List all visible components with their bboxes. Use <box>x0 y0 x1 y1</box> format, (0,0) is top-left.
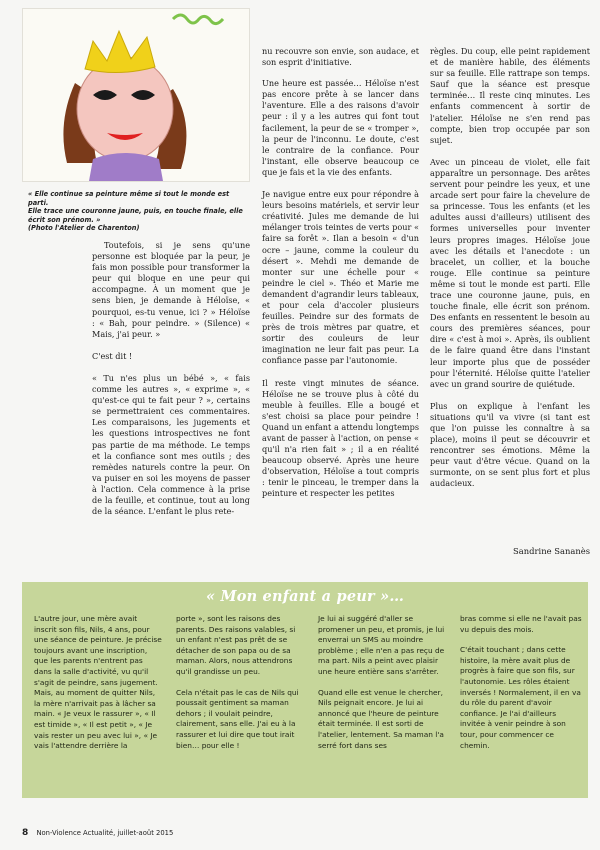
publication-name: Non-Violence Actualité, juillet-août 2015 <box>36 829 174 837</box>
sidebar-column-1 <box>34 614 162 762</box>
page-footer <box>22 828 173 838</box>
paragraph: règles. Du coup, elle peint rapidement et de manière habile, des éléments sur sa feuille. Elle rattrape son temps. Sauf que la séance est presque terminée… Il reste cinq minutes. Les enfants commencent à sortir de l'atelier. Héloïse ne s'en rend pas compte, bien trop occupée par son sujet. <box>430 46 590 145</box>
paragraph: C'était touchant ; dans cette histoire, la mère avait plus de progrès à faire que son fils, sur l'autonomie. Les rôles étaient inversés ! Normalement, il en va du rôle du parent d'avoir confiance. Je l'ai d'ailleurs invitée à venir peindre à son tour, pour commencer ce chemin. <box>460 645 581 750</box>
sidebar-column-3 <box>318 614 446 761</box>
princess-drawing-illustration <box>23 9 249 181</box>
sidebar-box <box>22 582 588 798</box>
article-column-2 <box>262 46 419 500</box>
paragraph: Toutefois, si je sens qu'une personne est bloquée par la peur, je fais mon possible pour transformer la peur qui bloque en une peur qui accompagne. À un moment que je sens bien, je demande à Héloïse, « pourquoi, es-tu venue, ici ? » Héloïse : « Bah, pour peindre. » (Silence) « Mais, j'ai peur. » <box>92 240 250 339</box>
paragraph: Avec un pinceau de violet, elle fait apparaître un personnage. Des arêtes servent pour peindre les yeux, et une arcade sert pour faire la chevelure de sa princesse. Tous les enfants (et les adultes aussi d'ailleurs) utilisent des formes universelles pour inventer leurs propres images. Héloïse joue avec les détails et l'anecdote : un bracelet, un collier, et la bouche rouge. Elle continue sa peinture même si tout le monde est parti. Elle trace une couronne jaune, puis, en touche finale, elle écrit son prénom. Des enfants en ressentent le besoin au cours des premières séances, pour dire « c'est à moi ». Après, ils oublient de le faire quand être dans l'instant leur importe plus que de posséder pour l'éternité. Héloïse quitte l'atelier avec un grand sourire de quiétude. <box>430 156 590 389</box>
paragraph: nu recouvre son envie, son audace, et son esprit d'initiative. <box>262 46 419 68</box>
sidebar-title: « Mon enfant a peur »… <box>205 588 405 605</box>
paragraph: bras comme si elle ne l'avait pas vu depuis des mois. <box>460 614 582 634</box>
paragraph: porte », sont les raisons des parents. Des raisons valables, si un enfant n'est pas prêt de se détacher de son papa ou de sa maman. Alors, nous attendrons qu'il grandisse un peu. <box>176 614 296 676</box>
paragraph: « Tu n'es plus un bébé », « fais comme les autres », « exprime », « qu'est-ce qui te fait peur ? », certains se permettraient ces commentaires. Les comparaisons, les jugements et les questions introspectives ne font pas partie de ma méthode. Le temps et la confiance sont mes outils ; des remèdes naturels contre la peur. On va puiser en soi les moyens de passer à l'action. Cela commence à la prise de la feuille, et continue, tout au long de la séance. L'enfant le plus rete- <box>92 372 250 517</box>
paragraph: Je lui ai suggéré d'aller se promener un peu, et promis, je lui enverrai un SMS au moindre problème ; elle n'en a pas reçu de ma part. Nils a peint avec plaisir une heure entière sans s'arrêter. <box>318 614 445 676</box>
photo-caption <box>28 190 250 233</box>
paragraph: Quand elle est venue le chercher, Nils peignait encore. Je lui ai annoncé que l'heure de peinture était terminée. Il est sorti de l'atelier, lentement. Sa maman l'a serré fort dans ses <box>318 687 444 750</box>
page-number: 8 <box>22 828 29 838</box>
paragraph: L'autre jour, une mère avait inscrit son fils, Nils, 4 ans, pour une séance de peinture. Je précise toujours avant une inscription, que les parents n'entrent pas dans la salle d'activité, vu qu'il s'agit de peindre, sans jugement. Mais, au moment de quitter Nils, la mère n'arrivait pas à lâcher sa main. « Je veux le rassurer », « Il est timide », « Il est petit », « Je vais rester un peu avec lui », « Je vais l'attendre derrière la <box>34 614 162 751</box>
paragraph: Une heure est passée… Héloïse n'est pas encore prête à se lancer dans l'aventure. Elle a des raisons d'avoir peur : il y a les autres qui font tout facilement, la peur de se « tromper », la peur de l'inconnu. Le doute, c'est le contraire de la confiance. Pour l'instant, elle observe beaucoup ce que je fais et la vie des enfants. <box>262 78 419 177</box>
paragraph: Il reste vingt minutes de séance. Héloïse ne se trouve plus à côté du meuble à feuilles. Elle a bougé et s'est choisi sa place pour peindre ! Quand un enfant a attendu longtemps avant de passer à l'action, on pense « qu'il n'a rien fait » ; il a en réalité beaucoup observé. Après une heure d'observation, Héloïse a tout compris : tenir le pinceau, le tremper dans la peinture et respecter les petites <box>262 377 419 499</box>
caption-line: « Elle continue sa peinture même si tout le monde est parti. <box>28 190 230 207</box>
paragraph: Je navigue entre eux pour répondre à leurs besoins matériels, et servir leur créativité. Jules me demande de lui mélanger trois teintes de verts pour « faire sa forêt ». Ilan a besoin « d'un ocre – jaune, comme la couleur du désert ». Mehdi me demande de monter sur une échelle pour « peindre le ciel ». Théo et Marie me demandent d'agrandir leurs tableaux, et pour cela d'accoler plusieurs feuilles. Peindre sur des formats de près de trois mètres par quatre, et sortir des couleurs de leur imagination ne leur fait pas peur. La confiance passe par l'autonomie. <box>262 189 419 366</box>
article-column-1 <box>92 240 250 517</box>
author-signature: Sandrine Sananès <box>513 546 590 556</box>
photo-credit: (Photo l'Atelier de Charenton) <box>28 224 140 233</box>
paragraph: C'est dit ! <box>92 350 133 361</box>
article-column-3 <box>430 46 590 490</box>
paragraph: Cela n'était pas le cas de Nils qui poussait gentiment sa maman dehors ; il voulait peindre, clairement, sans elle. J'ai eu à la rassurer et lui dire que tout irait bien… pour elle ! <box>176 687 299 750</box>
sidebar-column-2 <box>176 614 304 761</box>
caption-line: écrit son prénom. » <box>28 215 101 224</box>
paragraph: Plus on explique à l'enfant les situations qu'il va vivre (si tant est que l'on puisse les connaître à sa place), moins il peut se découvrir et rencontrer ses émotions. Même la peur vaut d'être vécue. Quand on la surmonte, on se sent plus fort et plus audacieux. <box>430 400 590 489</box>
child-painting-photo <box>22 8 250 182</box>
sidebar-column-4 <box>460 614 582 761</box>
caption-line: Elle trace une couronne jaune, puis, en touche finale, elle <box>28 207 243 216</box>
